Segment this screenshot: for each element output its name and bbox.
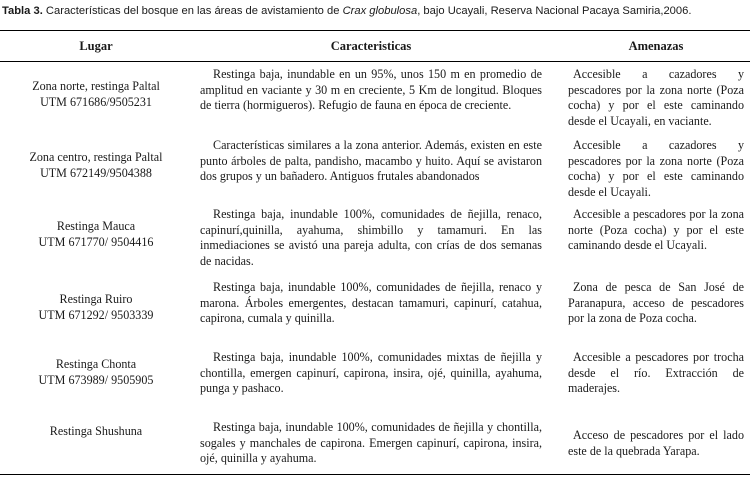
header-rule (0, 61, 750, 62)
caracteristicas-cell: Características similares a la zona anterior. Además, existen en este punto árboles de palta, pandisho, macambo y huito. Aquí se avistaron dos grupos y un bañadero. Antiguos frutales abandonados (200, 138, 542, 183)
header-caracteristicas: Caracteristicas (330, 39, 412, 53)
caracteristicas-cell: Restinga baja, inundable 100%, comunidades de ñejilla, renaco, capinurí,quinilla, ayahuma, shimbillo y tamamuri. En las inmediaciones se avistó una pareja adulta, con crías de dos semanas de nacidas. (200, 207, 542, 268)
lugar-name: Restinga Mauca (56, 219, 136, 233)
header-amenazas: Amenazas (628, 39, 684, 53)
lugar-name: Restinga Shushuna (49, 424, 143, 438)
caracteristicas-cell: Restinga baja, inundable en un 95%, unos 150 m en promedio de amplitud en vaciante y 30 m en creciente, 5 Km de longitud. Bloques de tierra (hormigueros). Refugio de fauna en época de creciente. (200, 67, 542, 112)
caracteristicas-cell: Restinga baja, inundable 100%, comunidades de ñejilla, renaco y marona. Árboles emergentes, destacan tamamuri, capinurí, catahua, capirona, cumala y quinilla. (200, 280, 542, 325)
lugar-cell (10, 150, 182, 181)
lugar-utm: UTM 671686/9505231 (40, 94, 152, 109)
amenazas-cell: Accesible a cazadores y pescadores por la zona norte (Poza cocha) y por el este caminando desde el Ucayali. (568, 138, 744, 199)
amenazas-cell: Zona de pesca de San José de Paranapura, acceso de pescadores por la zona de Poza cocha. (568, 280, 744, 325)
caption-text-before: Características del bosque en las áreas de avistamiento de (42, 5, 343, 17)
lugar-cell (10, 357, 182, 388)
bottom-rule (0, 474, 750, 475)
table-number: Tabla 3. (2, 5, 43, 17)
lugar-cell (10, 79, 182, 110)
amenazas-cell: Accesible a pescadores por trocha desde el río. Extracción de maderajes. (568, 350, 744, 395)
lugar-name: Restinga Ruiro (59, 292, 133, 306)
header-lugar: Lugar (79, 39, 113, 53)
lugar-cell (10, 424, 182, 440)
lugar-utm: UTM 671770/ 9504416 (38, 234, 154, 249)
species-name: Crax globulosa (342, 5, 418, 17)
lugar-utm: UTM 673989/ 9505905 (38, 372, 154, 387)
amenazas-cell: Acceso de pescadores por el lado este de la quebrada Yarapa. (568, 428, 744, 458)
lugar-cell (10, 292, 182, 323)
amenazas-cell: Accesible a cazadores y pescadores por la zona norte (Poza cocha) y por el este caminando desde el Ucayali, en vaciante. (568, 67, 744, 128)
lugar-utm: UTM 671292/ 9503339 (38, 307, 154, 322)
lugar-utm: UTM 672149/9504388 (40, 165, 152, 180)
caracteristicas-cell: Restinga baja, inundable 100%, comunidades mixtas de ñejilla y chontilla, emergen capinurí, capirona, insira, ojé, quinilla, ayahuma, punga y pashaco. (200, 350, 542, 395)
lugar-name: Restinga Chonta (55, 357, 137, 371)
caption-text-after: , bajo Ucayali, Reserva Nacional Pacaya Samiria,2006. (417, 5, 692, 17)
caracteristicas-cell: Restinga baja, inundable 100%, comunidades de ñejilla y chontilla, sogales y manchales de capirona. Emergen capinurí, capirona, insira, ojé, quinilla y ayahuma. (200, 420, 542, 465)
top-rule (0, 30, 750, 31)
lugar-cell (10, 219, 182, 250)
table-caption (2, 4, 750, 18)
lugar-name: Zona norte, restinga Paltal (32, 79, 160, 93)
lugar-name: Zona centro, restinga Paltal (29, 150, 163, 164)
amenazas-cell: Accesible a pescadores por la zona norte (Poza cocha) y por el este caminando desde el Ucayali. (568, 207, 744, 252)
